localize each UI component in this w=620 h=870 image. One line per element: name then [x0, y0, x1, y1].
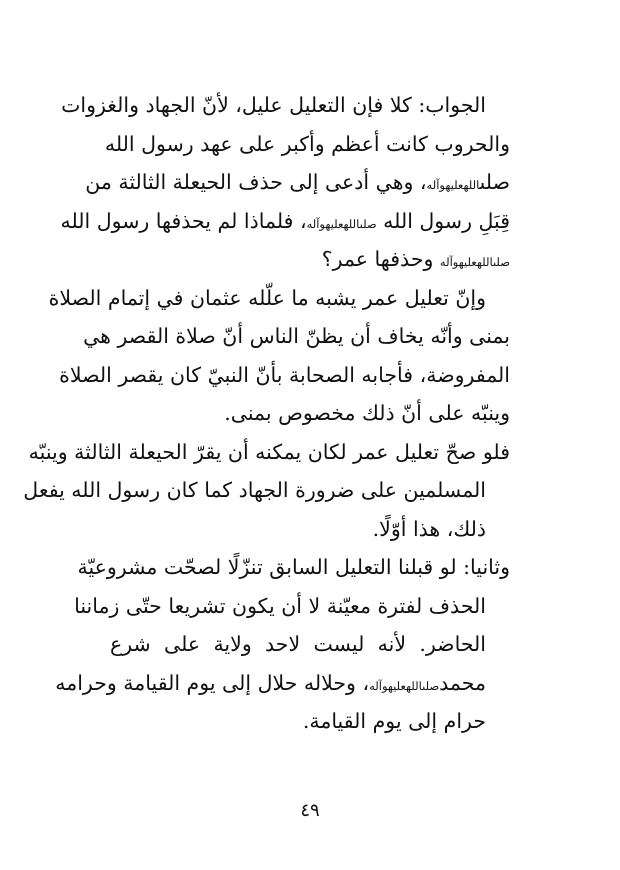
text-line-16 — [55, 664, 510, 703]
line-5-text-b: وحذفها عمر؟ — [321, 247, 440, 271]
line-3-text: ، وهي أدعى إلى حذف الحيعلة الثالثة من — [85, 170, 427, 194]
text-line-4 — [60, 202, 510, 241]
text-line-10: فلو صحّ تعليل عمر لكان يمكنه أن يقرّ الحيعلة الثالثة وينبّه — [28, 439, 510, 464]
text-line-6: وإنّ تعليل عمر يشبه ما علّله عثمان في إتمام الصلاة — [48, 285, 486, 310]
line-3-prefix: صلى — [479, 170, 510, 194]
text-line-7: بمنى وأنّه يخاف أن يظنّ الناس أنّ صلاة القصر هي — [83, 324, 510, 348]
salawat-honorific: اللهعليهوآله — [426, 178, 480, 192]
text-line-9: وينبّه على أنّ ذلك مخصوص بمنى. — [224, 401, 510, 425]
salawat-honorific: صلىاللهعليهوآله — [306, 216, 377, 231]
text-line-13: وثانيا: لو قبلنا التعليل السابق تنزّلًا لصحّت مشروعيّة — [77, 555, 510, 579]
text-line-14: الحذف لفترة معيّنة لا أن يكون تشريعا حتّى زماننا — [74, 593, 486, 618]
line-16-text-a: محمد — [439, 670, 486, 695]
salawat-honorific: صلىاللهعليهوآله — [369, 678, 440, 693]
text-line-3 — [85, 163, 510, 202]
text-line-1: الجواب: كلا فإن التعليل عليل، لأنّ الجهاد والغزوات — [61, 93, 486, 117]
text-line-17: حرام إلى يوم القيامة. — [302, 709, 486, 733]
line-4-text-b: ، فلماذا لم يحذفها رسول الله — [60, 208, 307, 233]
text-line-12: ذلك، هذا أوّلًا. — [372, 516, 486, 541]
line-4-text-a: قِبَلِ رسول الله — [376, 208, 510, 233]
text-line-15: الحاضر. لأنه ليست لاحد ولاية على شرع — [110, 632, 486, 656]
salawat-honorific: صلىاللهعليهوآله — [439, 255, 510, 269]
text-line-11: المسلمين على ضرورة الجهاد كما كان رسول الله يفعل — [23, 478, 486, 502]
text-line-2: والحروب كانت أعظم وأكبر على عهد رسول الله — [104, 131, 510, 156]
text-line-5 — [110, 240, 510, 279]
body-text — [23, 86, 510, 741]
line-16-text-b: ، وحلاله حلال إلى يوم القيامة وحرامه — [55, 670, 370, 695]
page-number: ٤٩ — [300, 800, 320, 821]
text-line-8: المفروضة، فأجابه الصحابة بأنّ النبيّ كان يقصر الصلاة — [59, 362, 510, 387]
